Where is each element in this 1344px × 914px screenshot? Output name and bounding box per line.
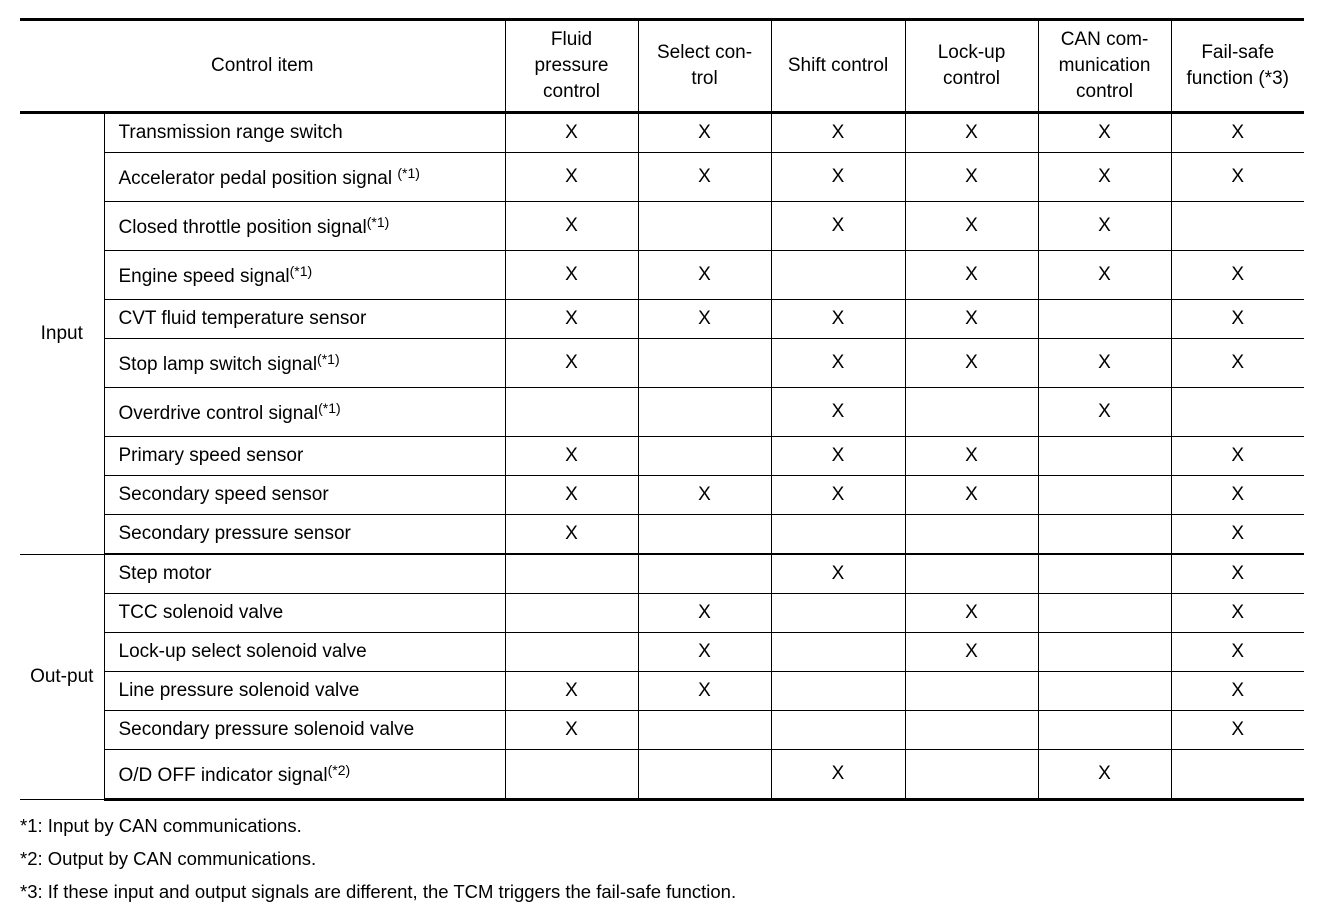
control-item-name: Secondary pressure solenoid valve [118,718,415,740]
x-mark: X [965,165,978,187]
mark-cell [638,711,771,750]
mark-cell [638,339,771,388]
x-mark: X [831,214,845,236]
footnote-2: *2: Output by CAN communications. [20,848,317,869]
x-mark: X [1231,165,1245,187]
footnote-3: *3: If these input and output signals are different, the TCM triggers the fail-safe function. [20,881,737,902]
x-mark: X [698,263,711,285]
x-mark: X [565,165,578,187]
mark-cell [505,711,638,750]
control-item-cell [104,251,505,300]
mark-cell [638,251,771,300]
mark-cell [505,202,638,251]
group-label: Out-put [20,554,104,800]
mark-cell [905,251,1038,300]
table-row [20,672,1304,711]
mark-cell [905,672,1038,711]
mark-cell [1038,594,1171,633]
mark-cell [905,633,1038,672]
table-row [20,750,1304,800]
mark-cell [1171,594,1304,633]
control-table-container [20,18,1304,914]
control-item-cell [104,113,505,153]
control-item-name: Step motor [118,562,212,584]
mark-cell [1171,113,1304,153]
table-row [20,437,1304,476]
x-mark: X [565,307,578,329]
mark-cell [1038,113,1171,153]
mark-cell [1171,515,1304,555]
mark-cell [771,113,905,153]
mark-cell [638,554,771,594]
mark-cell [905,202,1038,251]
control-item-cell [104,437,505,476]
control-item-cell [104,750,505,800]
table-row [20,476,1304,515]
x-mark: X [565,718,578,740]
x-mark: X [565,679,578,701]
x-mark: X [698,121,711,143]
mark-cell [638,672,771,711]
mark-cell [905,300,1038,339]
x-mark: X [831,121,845,143]
control-item-name: Primary speed sensor [118,444,304,466]
mark-cell [771,153,905,202]
mark-cell [1038,750,1171,800]
x-mark: X [565,121,578,143]
control-item-name: Engine speed signal [118,265,290,287]
footnotes [20,815,1304,914]
mark-cell [505,554,638,594]
control-item-name: TCC solenoid valve [118,601,284,623]
x-mark: X [698,640,711,662]
x-mark: X [565,263,578,285]
control-item-name: Lock-up select solenoid valve [118,640,367,662]
mark-cell [505,633,638,672]
mark-cell [905,113,1038,153]
mark-cell [771,251,905,300]
mark-cell [638,388,771,437]
x-mark: X [1098,263,1111,285]
group-label: Input [20,113,104,555]
x-mark: X [565,214,578,236]
mark-cell [1038,633,1171,672]
column-header-lock-up-control: Lock-up control [905,20,1038,113]
mark-cell [1038,202,1171,251]
x-mark: X [1231,483,1245,505]
control-item-name: Closed throttle position signal [118,216,367,238]
mark-cell [771,672,905,711]
x-mark: X [965,307,978,329]
x-mark: X [1098,214,1111,236]
mark-cell [638,153,771,202]
mark-cell [505,515,638,555]
control-item-cell [104,202,505,251]
mark-cell [505,750,638,800]
footnote-reference: (*1) [317,350,340,367]
mark-cell [905,437,1038,476]
table-row [20,153,1304,202]
footnote-reference: (*2) [327,761,351,778]
mark-cell [905,594,1038,633]
table-row [20,711,1304,750]
column-header-can-communication-control: CAN com-munication control [1038,20,1171,113]
mark-cell [1171,153,1304,202]
x-mark: X [965,444,978,466]
x-mark: X [698,679,711,701]
control-item-name: Secondary pressure sensor [118,522,351,544]
control-item-cell [104,672,505,711]
table-row [20,633,1304,672]
mark-cell [1038,476,1171,515]
table-row [20,251,1304,300]
mark-cell [905,153,1038,202]
mark-cell [638,437,771,476]
control-item-table [20,18,1304,801]
x-mark: X [1231,522,1245,544]
mark-cell [638,476,771,515]
mark-cell [638,515,771,555]
control-item-cell [104,339,505,388]
mark-cell [1038,554,1171,594]
x-mark: X [1231,601,1245,623]
mark-cell [505,594,638,633]
table-body [20,113,1304,800]
mark-cell [1038,711,1171,750]
control-item-cell [104,554,505,594]
mark-cell [505,672,638,711]
control-item-cell [104,300,505,339]
x-mark: X [831,562,845,584]
x-mark: X [965,214,978,236]
x-mark: X [1231,562,1245,584]
table-row [20,202,1304,251]
control-item-name: O/D OFF indicator signal [118,764,328,786]
x-mark: X [1231,640,1245,662]
mark-cell [771,554,905,594]
x-mark: X [831,165,845,187]
control-item-name: Overdrive control signal [118,402,319,424]
x-mark: X [698,601,711,623]
mark-cell [905,388,1038,437]
mark-cell [1171,339,1304,388]
mark-cell [1038,339,1171,388]
mark-cell [1038,672,1171,711]
x-mark: X [1098,400,1111,422]
table-row [20,300,1304,339]
mark-cell [1171,476,1304,515]
x-mark: X [1231,351,1245,373]
control-item-name: Line pressure solenoid valve [118,679,360,701]
mark-cell [1171,554,1304,594]
mark-cell [638,594,771,633]
column-header-fluid-pressure-control: Fluid pressure control [505,20,638,113]
mark-cell [638,633,771,672]
mark-cell [1038,388,1171,437]
control-item-name: Stop lamp switch signal [118,353,318,375]
footnote-reference: (*1) [366,213,390,230]
mark-cell [638,750,771,800]
table-row [20,594,1304,633]
x-mark: X [565,351,578,373]
mark-cell [1171,750,1304,800]
table-row [20,554,1304,594]
control-item-cell [104,633,505,672]
mark-cell [1171,202,1304,251]
mark-cell [1038,251,1171,300]
mark-cell [1171,251,1304,300]
mark-cell [771,202,905,251]
x-mark: X [831,762,845,784]
control-item-name: CVT fluid temperature sensor [118,307,367,329]
mark-cell [505,113,638,153]
mark-cell [771,300,905,339]
mark-cell [1038,300,1171,339]
mark-cell [905,515,1038,555]
mark-cell [1038,437,1171,476]
x-mark: X [965,263,978,285]
x-mark: X [1231,679,1245,701]
mark-cell [905,554,1038,594]
x-mark: X [565,444,578,466]
table-row [20,388,1304,437]
x-mark: X [965,351,978,373]
mark-cell [1171,672,1304,711]
x-mark: X [1098,121,1111,143]
control-item-cell [104,711,505,750]
mark-cell [771,633,905,672]
x-mark: X [965,121,978,143]
control-item-header: Control item [20,20,505,113]
x-mark: X [965,640,978,662]
x-mark: X [831,307,845,329]
x-mark: X [965,483,978,505]
mark-cell [905,476,1038,515]
x-mark: X [698,307,711,329]
x-mark: X [565,522,578,544]
mark-cell [1171,437,1304,476]
control-item-name: Transmission range switch [118,121,343,143]
mark-cell [638,113,771,153]
x-mark: X [965,601,978,623]
x-mark: X [1098,165,1111,187]
x-mark: X [698,483,711,505]
table-row [20,515,1304,555]
column-header-shift-control: Shift control [771,20,905,113]
control-item-name: Accelerator pedal position signal [118,167,398,189]
control-item-cell [104,476,505,515]
mark-cell [1171,633,1304,672]
x-mark: X [565,483,578,505]
footnote-reference: (*1) [289,262,313,279]
footnote-reference: (*1) [397,164,420,181]
x-mark: X [1231,263,1245,285]
mark-cell [771,437,905,476]
mark-cell [505,300,638,339]
mark-cell [505,339,638,388]
x-mark: X [1231,718,1245,740]
mark-cell [505,437,638,476]
mark-cell [505,153,638,202]
control-item-name: Secondary speed sensor [118,483,329,505]
mark-cell [771,515,905,555]
mark-cell [638,300,771,339]
mark-cell [905,750,1038,800]
mark-cell [771,388,905,437]
table-row [20,339,1304,388]
x-mark: X [698,165,711,187]
mark-cell [771,476,905,515]
mark-cell [638,202,771,251]
mark-cell [1171,300,1304,339]
x-mark: X [831,400,845,422]
x-mark: X [1231,444,1245,466]
mark-cell [1038,515,1171,555]
footnote-1: *1: Input by CAN communications. [20,815,302,836]
mark-cell [505,251,638,300]
mark-cell [505,476,638,515]
column-header-select-control: Select con-trol [638,20,771,113]
header-row [20,20,1304,113]
mark-cell [905,339,1038,388]
control-item-cell [104,594,505,633]
x-mark: X [1098,762,1111,784]
footnote-reference: (*1) [318,399,341,416]
x-mark: X [831,351,845,373]
mark-cell [505,388,638,437]
mark-cell [771,339,905,388]
x-mark: X [1231,307,1245,329]
x-mark: X [1231,121,1245,143]
mark-cell [771,594,905,633]
mark-cell [771,750,905,800]
mark-cell [905,711,1038,750]
mark-cell [1171,388,1304,437]
x-mark: X [1098,351,1111,373]
control-item-cell [104,515,505,555]
control-item-cell [104,153,505,202]
mark-cell [1171,711,1304,750]
column-header-fail-safe-function: Fail-safe function (*3) [1171,20,1304,113]
x-mark: X [831,444,845,466]
mark-cell [1038,153,1171,202]
x-mark: X [831,483,845,505]
control-item-cell [104,388,505,437]
mark-cell [771,711,905,750]
table-row [20,113,1304,153]
